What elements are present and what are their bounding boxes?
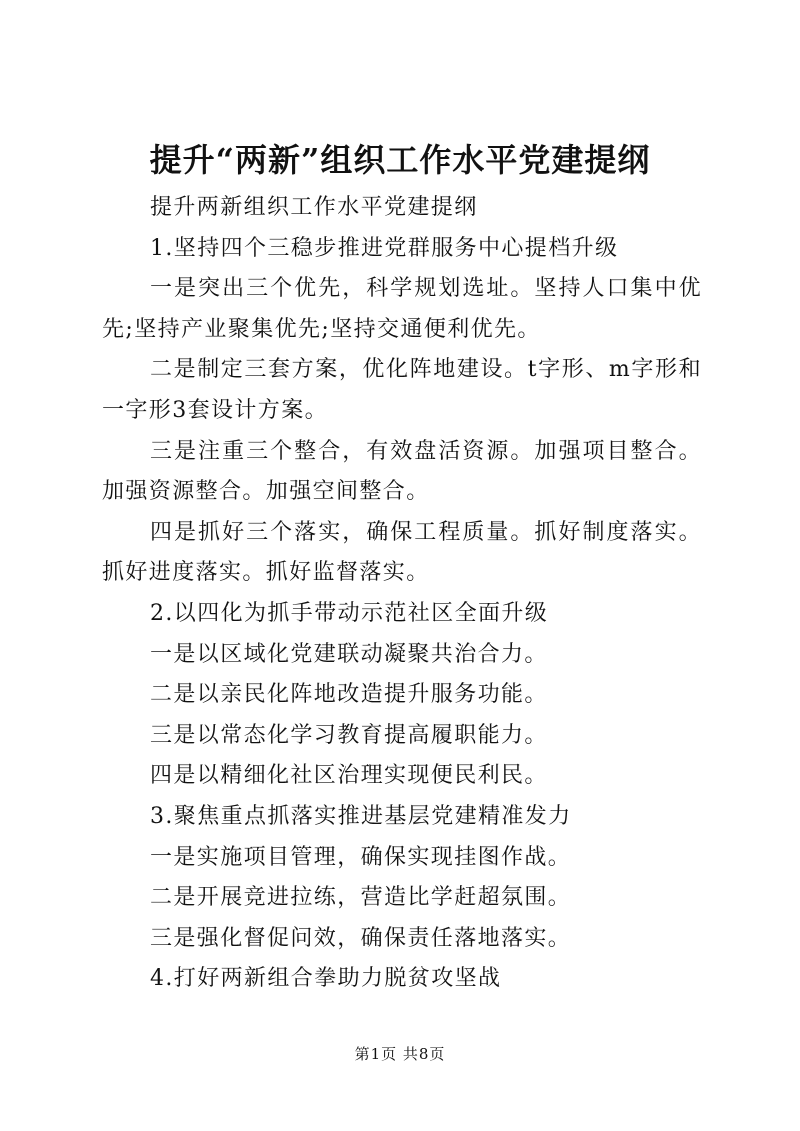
paragraph: 提升两新组织工作水平党建提纲 (150, 195, 478, 220)
paragraph: 三是以常态化学习教育提高履职能力。 (150, 722, 548, 748)
paragraph: 四是抓好三个落实，确保工程质量。抓好制度落实。抓好进度落实。抓好监督落实。 (102, 519, 702, 586)
paragraph: 二是以亲民化阵地改造提升服务功能。 (150, 682, 548, 708)
paragraph: 二是开展竞进拉练，营造比学赶超氛围。 (150, 885, 572, 911)
document-title: 提升“两新”组织工作水平党建提纲 (149, 141, 651, 179)
paragraph: 四是以精细化社区治理实现便民利民。 (150, 763, 548, 789)
section-heading: 2.以四化为抓手带动示范社区全面升级 (150, 600, 549, 626)
section-heading: 1.坚持四个三稳步推进党群服务中心提档升级 (150, 235, 619, 261)
section-heading: 4.打好两新组合拳助力脱贫攻坚战 (150, 966, 502, 992)
paragraph: 三是注重三个整合，有效盘活资源。加强项目整合。加强资源整合。加强空间整合。 (102, 438, 702, 505)
paragraph: 二是制定三套方案，优化阵地建设。t字形、m字形和一字形3套设计方案。 (102, 357, 702, 423)
page-number: 第1页 共8页 (354, 1045, 446, 1063)
document-body (102, 188, 702, 1000)
paragraph: 一是突出三个优先，科学规划选址。坚持人口集中优先;坚持产业聚集优先;坚持交通便利优先。 (102, 276, 702, 342)
section-heading: 3.聚焦重点抓落实推进基层党建精准发力 (150, 803, 572, 829)
paragraph: 三是强化督促问效，确保责任落地落实。 (150, 925, 572, 951)
paragraph: 一是实施项目管理，确保实现挂图作战。 (150, 844, 572, 870)
paragraph: 一是以区域化党建联动凝聚共治合力。 (150, 641, 548, 667)
